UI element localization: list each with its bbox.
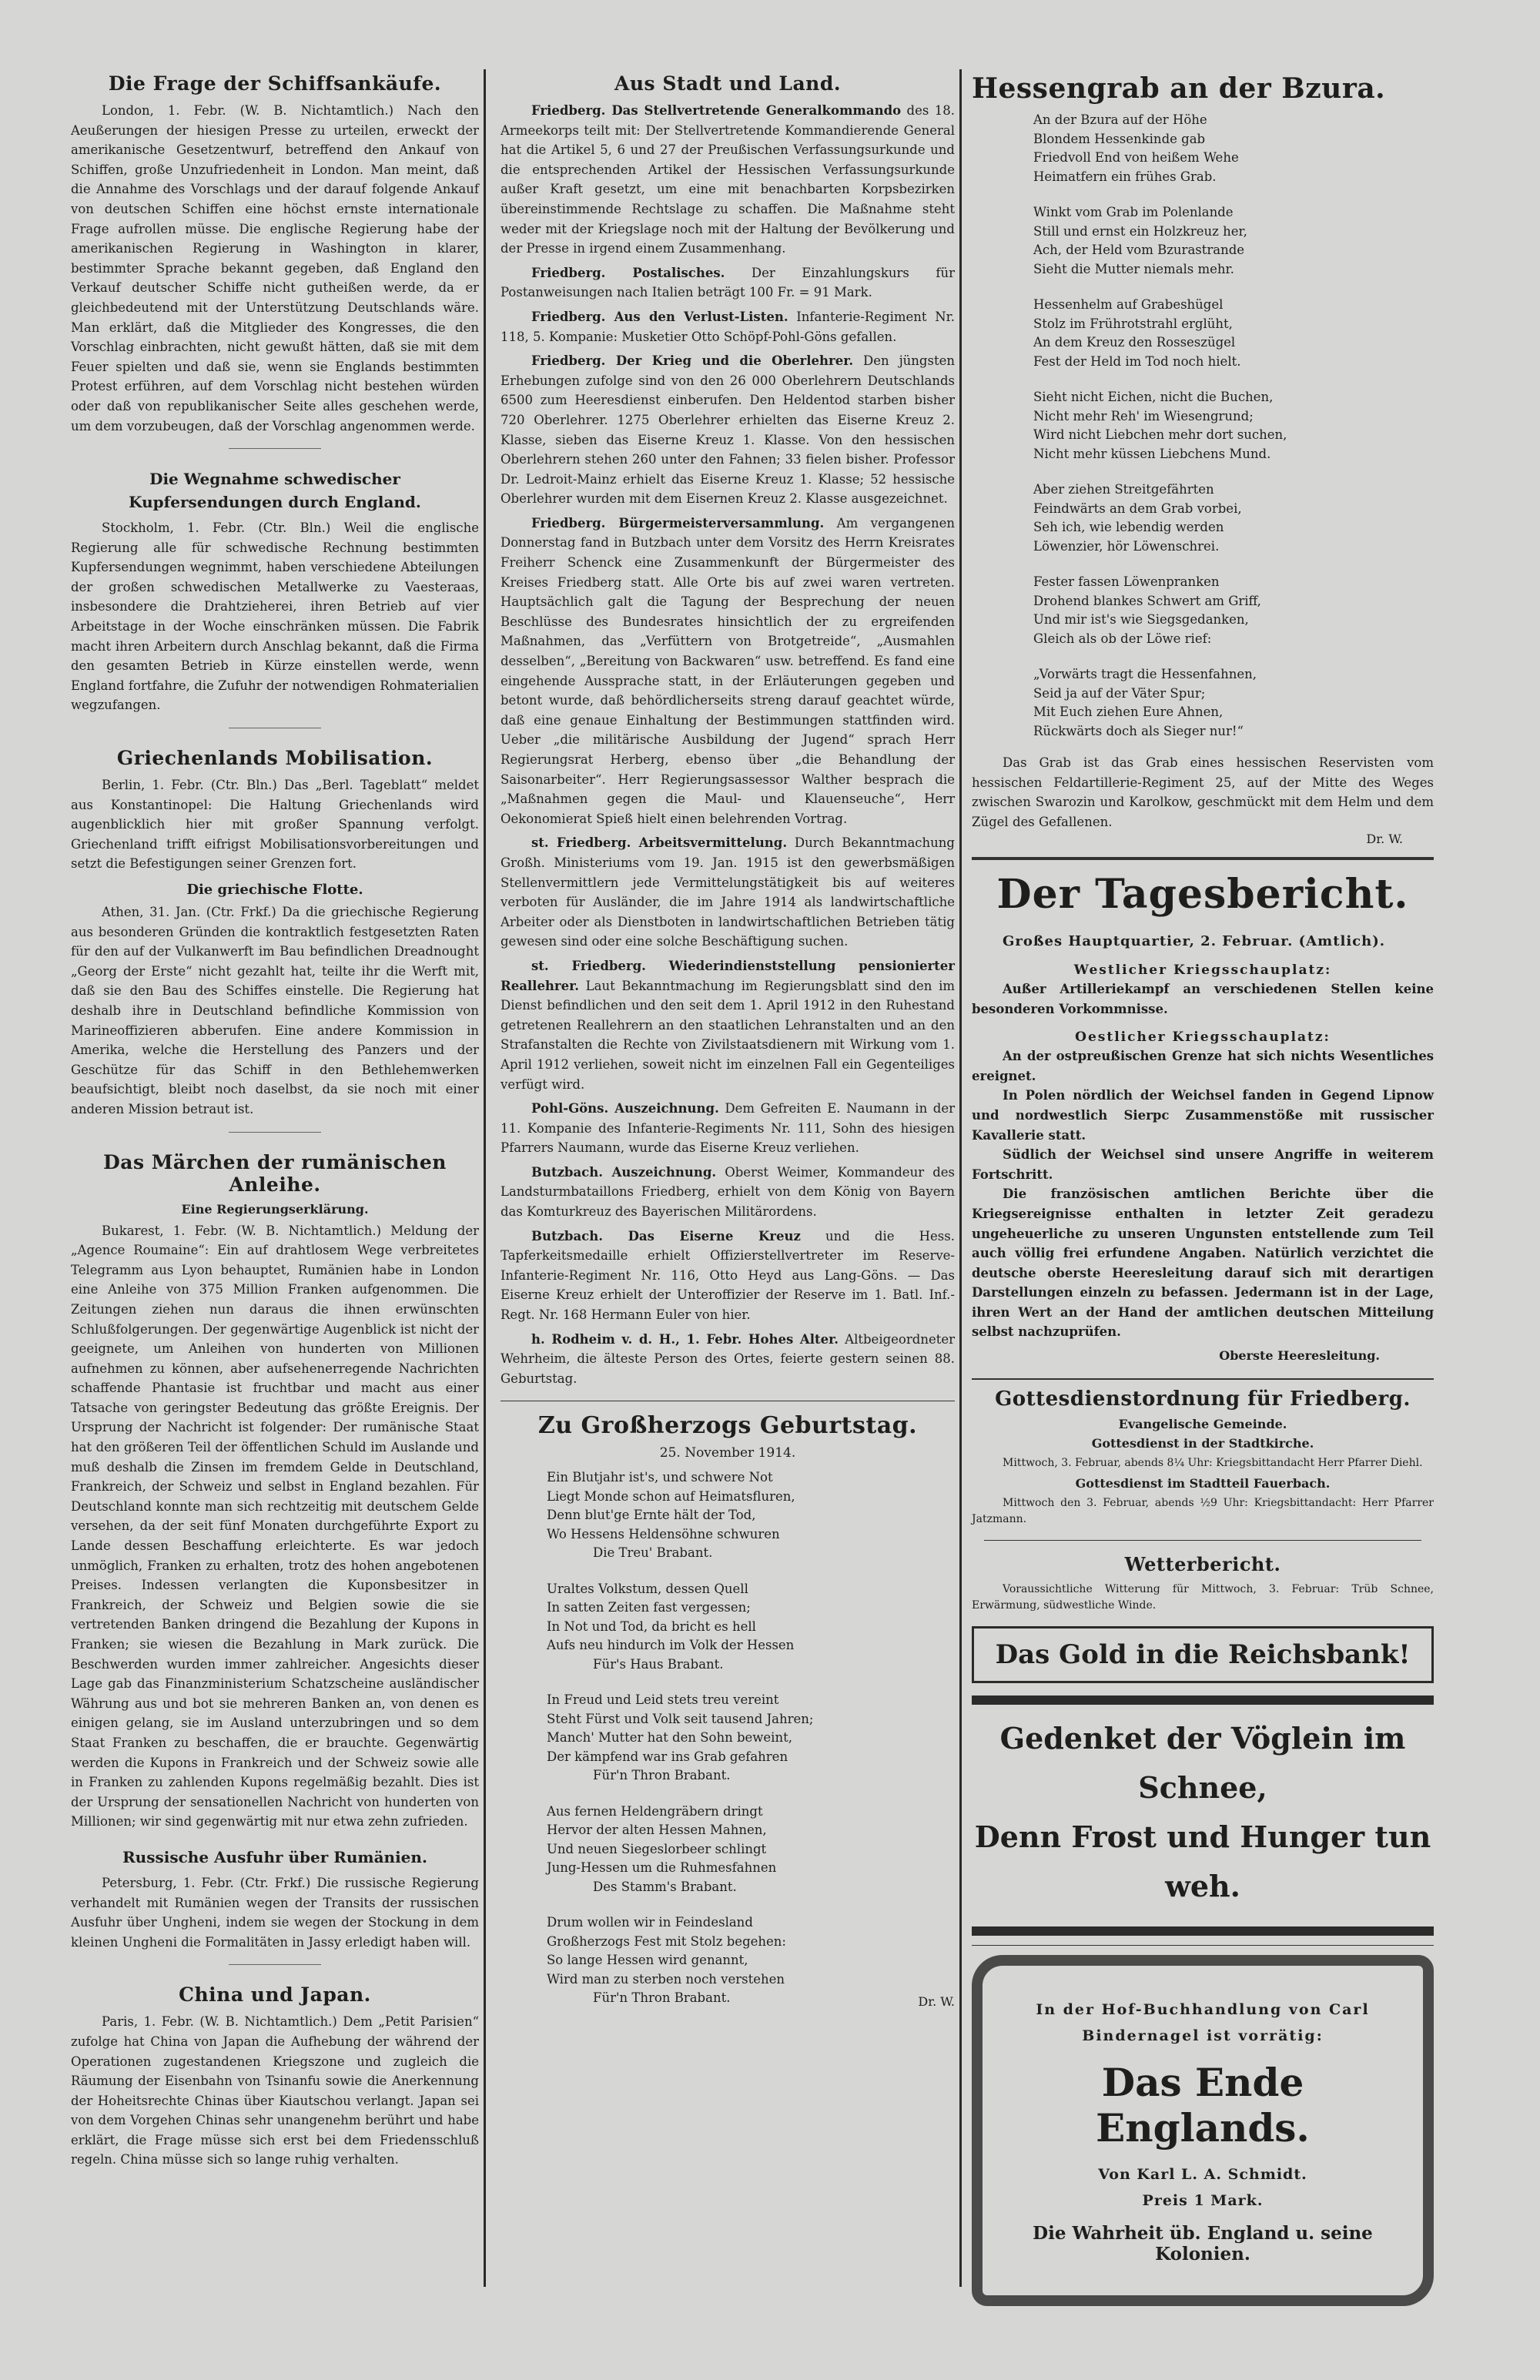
news-item-text: Dem Gefreiten E. Naumann in der 11. Kompanie des Infanterie-Regiments Nr. 111, Sohn des hiesigen Pfarrers Naumann, wurde das Eiserne Kreuz verliehen. (500, 1101, 955, 1156)
news-item-text: Oberst Weimer, Kommandeur des Landsturmbataillons Friedberg, erhielt von dem König von Bayern das Komturkreuz des Bayerischen Militärordens. (500, 1164, 955, 1220)
poem-line: In satten Zeiten fast vergessen; (547, 1600, 751, 1615)
news-item-text: Am vergangenen Donnerstag fand in Butzbach unter dem Vorsitz des Herrn Kreisrates Freiherr Schenck eine Zusammenkunft der Bürgermeister des Kreises Friedberg statt. Alle Orte bis auf zwei waren vertreten. Hauptsächlich galt die Tagung der Besprechung der neuen Beschlüsse des Bundesrates hinsichtlich der zu ergreifenden Maßnahmen, das „Verfüttern von Brotgetreide“, „Ausmahlen desselben“, „Bereitung von Backwaren“ usw. betreffend. Es fand eine eingehende Aussprache statt, in der Erläuterungen gegeben und betont wurde, daß behördlicherseits streng darauf geachtet würde, daß eine genaue Einhaltung der Bestimmungen stattfinden wird. Ueber „die militärische Ausbildung der Jugend“ sprach Herr Regierungsrat Herberg, ebenso über „die Behandlung der Saisonarbeiter“. Herr Regierungsassessor Walther besprach die „Maßnahmen gegen die Maul- und Klauenseuche“, Herr Oekonomierat Spieß hielt einen belehrenden Vortrag. (500, 515, 955, 826)
report-title: Der Tagesbericht. (996, 871, 1409, 919)
news-item (500, 351, 955, 509)
article-title: Griechenlands Mobilisation. (116, 747, 434, 770)
divider (229, 1132, 321, 1133)
report-dateline: Großes Hauptquartier, 2. Februar. (Amtlich). (1003, 933, 1386, 950)
poem-line: Blondem Hessenkinde gab (1033, 131, 1206, 146)
poem-stanza (1033, 111, 1434, 186)
services-church: Gottesdienst im Stadtteil Fauerbach. (1075, 1476, 1331, 1491)
poem-line: Feindwärts an dem Grab vorbei, (1033, 500, 1242, 516)
article-title: Die Wegnahme schwedischer Kupfersendungen durch England. (129, 470, 421, 512)
poem-line: Großherzogs Fest mit Stolz begehen: (547, 1933, 786, 1949)
poem-line: Die Treu' Brabant. (593, 1545, 713, 1561)
poem-line: Seid ja auf der Väter Spur; (1033, 685, 1206, 701)
poem-line: An dem Kreuz den Rosseszügel (1033, 335, 1236, 350)
news-item (500, 307, 955, 346)
poem-line: Des Stamm's Brabant. (593, 1879, 737, 1894)
column-divider (959, 69, 962, 2287)
weather-title: Wetterbericht. (1124, 1553, 1281, 1576)
article-subtitle: Die griechische Flotte. (186, 882, 363, 898)
news-item-lead: Friedberg. Das Stellvertretende Generalkommando (531, 103, 902, 118)
poem-line: Denn blut'ge Ernte hält der Tod, (547, 1508, 756, 1523)
poem-line: Drum wollen wir in Feindesland (547, 1915, 753, 1930)
news-item (500, 833, 955, 952)
poem-line: Aber ziehen Streitgefährten (1033, 482, 1214, 497)
poem-line: Winkt vom Grab im Polenlande (1033, 205, 1234, 219)
news-item-lead: Friedberg. Der Krieg und die Oberlehrer. (531, 353, 854, 369)
report-text: In Polen nördlich der Weichsel fanden in Gegend Lipnow und nordwestlich Sierpc Zusammenstöße mit russischer Kavallerie statt. (972, 1088, 1434, 1143)
divider (972, 1378, 1434, 1380)
poem-line: Heimatfern ein frühes Grab. (1033, 169, 1217, 184)
ad-author: Von Karl L. A. Schmidt. (1098, 2166, 1307, 2184)
poem-line: Für's Haus Brabant. (593, 1656, 724, 1672)
poem-line: Stolz im Frührotstrahl erglüht, (1033, 316, 1233, 331)
news-item-lead: Friedberg. Postalisches. (531, 265, 725, 280)
news-item-text: Laut Bekanntmachung im Regierungsblatt sind den im Dienst befindlichen und den seit dem 1. April 1912 in den Ruhestand getretenen Reallehrern an den staatlichen Lehranstalten und an den Strafanstalten die Rechte von Zivilstaatsdienern mit Wirkung vom 1. April 1912 verliehen, soweit nicht im einzelnen Fall ein Gegenteiliges verfügt wird. (500, 978, 955, 1092)
poem-line: Der kämpfend war ins Grab gefahren (547, 1749, 788, 1764)
daily-report (972, 932, 1434, 1363)
poem-stanza (1033, 388, 1434, 464)
poem-line: Still und ernst ein Holzkreuz her, (1033, 223, 1247, 239)
divider (229, 1964, 321, 1965)
news-item (500, 1330, 955, 1389)
article-text: Stockholm, 1. Febr. (Ctr. Bln.) Weil die englische Regierung alle für schwedische Rechnung bestimmten Kupfersendungen wegnimmt, haben verschiedene Abteilungen der großen schwedischen Metallwerke zu Vaesteraas, insbesondere die Drahtzieherei, ihren Betrieb auf vier Arbeitstage in der Woche einschränken müssen. Die Fabrik macht ihren Arbeitern durch Anschlag bekannt, daß die Firma den gesamten Betrieb in Kürze einstellen werde, wenn England fortfahre, die Zufuhr der notwendigen Rohmaterialien wegzufangen. (71, 521, 479, 713)
left-column (71, 68, 479, 2170)
ad-subtitle: Die Wahrheit üb. England u. seine Kolonien. (1033, 2223, 1373, 2265)
article-text: Paris, 1. Febr. (W. B. Nichtamtlich.) Dem „Petit Parisien“ zufolge hat China von Japan die Aufhebung der während der Operationen zugestandenen Kriegszone und zugleich die Räumung der Eisenbahn von Tsinanfu sowie die Anerkennung der Hoheitsrechte Chinas über Kiautschou verlangt. Japan sei von dem Vorgehen Chinas sehr unangenehm berührt und habe erklärt, die Frage müsse sich erst bei dem Friedensschluß regeln. China müsse sich so lange ruhig verhalten. (71, 2014, 479, 2167)
report-text: Außer Artilleriekampf an verschiedenen Stellen keine besonderen Vorkommnisse. (972, 981, 1434, 1016)
poem-line: Jung-Hessen um die Ruhmesfahnen (547, 1860, 777, 1876)
article-title: Russische Ausfuhr über Rumänien. (122, 1847, 427, 1866)
news-item-lead: Butzbach. Auszeichnung. (531, 1164, 717, 1180)
poem-stanza (547, 1691, 955, 1786)
news-item-text: Der Einzahlungskurs für Postanweisungen nach Italien beträgt 100 Fr. = 91 Mark. (500, 265, 955, 300)
poem-line: Wird man zu sterben noch verstehen (547, 1971, 785, 1987)
poem-signature: Dr. W. (918, 1993, 955, 2009)
report-signature: Oberste Heeresleitung. (1219, 1348, 1380, 1364)
ad-book-title: Das Ende Englands. (1096, 2060, 1310, 2151)
article-text: Petersburg, 1. Febr. (Ctr. Frkf.) Die russische Regierung verhandelt mit Rumänien wegen der Transits der russischen Ausfuhr über Ungheni, indem sie wegen der Stockung in dem kleinen Ungheni die Formalitäten in Jassy erledigt haben will. (71, 1875, 479, 1950)
news-item-text: Durch Bekanntmachung Großh. Ministeriums vom 19. Jan. 1915 ist den gewerbsmäßigen Stellenvermittlern jede Vermittelungstätigkeit bis auf weiteres verboten für Ausländer, die im Jahre 1914 als landwirtschaftliche Arbeiter oder als Dienstboten in landwirtschaftlichen Betrieben tätig gewesen sind oder eine solche Beschäftigung suchen. (500, 835, 955, 949)
poem-line: Ach, der Held vom Bzurastrande (1033, 243, 1245, 257)
right-column (972, 68, 1434, 2306)
report-text: An der ostpreußischen Grenze hat sich nichts Wesentliches ereignet. (972, 1049, 1434, 1083)
poem-line: Ein Blutjahr ist's, und schwere Not (547, 1470, 773, 1485)
poem-line: Rückwärts doch als Sieger nur!“ (1033, 723, 1244, 738)
news-item (500, 956, 955, 1094)
poem-line: Und mir ist's wie Siegsgedanken, (1033, 612, 1249, 627)
report-text: Die französischen amtlichen Berichte über die Kriegsereignisse enthalten in letzter Zeit geradezu ungeheuerliche zu unseren Ungunsten entstellende zum Teil auch völlig frei erfundene Angaben. Natürlich verzichtet die deutsche oberste Heeresleitung darauf sich mit derartigen Darstellungen einzeln zu befassen. Jedermann ist in der Lage, ihren Wert an der Hand der amtlichen deutschen Mitteilung selbst nachzuprüfen. (972, 1187, 1434, 1340)
ad-intro: In der Hof-Buchhandlung von Carl Bindernagel ist vorrätig: (1036, 2001, 1370, 2045)
poem-stanza (1033, 573, 1434, 648)
poem-line: Friedvoll End von heißem Wehe (1033, 150, 1239, 165)
poem-line: An der Bzura auf der Höhe (1033, 112, 1207, 127)
poem-title: Hessengrab an der Bzura. (972, 72, 1386, 105)
news-item (500, 1227, 955, 1325)
poem-line: So lange Hessen wird genannt, (547, 1953, 748, 1968)
poem-line: Mit Euch ziehen Eure Ahnen, (1033, 705, 1224, 719)
article-title: China und Japan. (179, 1983, 371, 2007)
poem-line: Wird nicht Liebchen mehr dort suchen, (1033, 427, 1287, 442)
poem-line: In Not und Tod, da bricht es hell (547, 1618, 756, 1634)
news-item-lead: Pohl-Göns. Auszeichnung. (531, 1101, 719, 1116)
poem-line: Löwenzier, hör Löwenschrei. (1033, 538, 1220, 554)
services-text: Mittwoch den 3. Februar, abends ½9 Uhr: Kriegsbittandacht: Herr Pfarrer Jatzmann. (972, 1497, 1434, 1526)
poem-date: 25. November 1914. (659, 1445, 796, 1461)
poem-stanza (1033, 665, 1434, 741)
poem-line: Drohend blankes Schwert am Griff, (1033, 593, 1261, 608)
appeal-line: Gedenket der Vöglein im Schnee, (999, 1721, 1406, 1806)
poem-title: Zu Großherzogs Geburtstag. (537, 1412, 918, 1440)
news-item (500, 101, 955, 259)
poem-line: Steht Fürst und Volk seit tausend Jahren; (547, 1711, 814, 1726)
bird-feeding-appeal (972, 1714, 1434, 1911)
poem-signature: Dr. W. (1366, 832, 1403, 847)
news-item-lead: Butzbach. Das Eiserne Kreuz (531, 1228, 801, 1244)
bookshop-advertisement (972, 1955, 1434, 2306)
article-title: Die Frage der Schiffsankäufe. (108, 72, 442, 95)
poem-line: Nicht mehr Reh' im Wiesengrund; (1033, 408, 1254, 423)
divider (972, 857, 1434, 860)
poem-stanza (1033, 480, 1434, 556)
divider (984, 1540, 1421, 1541)
news-item-text: Infanterie-Regiment Nr. 118, 5. Kompanie: Musketier Otto Schöpf-Pohl-Göns gefallen. (500, 309, 955, 344)
article-text: Bukarest, 1. Febr. (W. B. Nichtamtlich.) Meldung der „Agence Roumaine“: Ein auf drahtlosem Wege verbreitetes Telegramm aus Lyon behauptet, Rumänien habe in London eine Anleihe von 375 Million Franken aufgenommen. Die Zeitungen ziehen nun daraus die ihnen erwünschten Schlußfolgerungen. Der gegenwärtige Augenblick ist nicht der geeignete, um Anleihen von hunderten von Millionen aufnehmen zu können, aber aufsehenerregende Nachrichten schaffende Phantasie ist fruchtbar und macht aus einer Tatsache von geringster Bedeutung das größte Ereignis. Der Ursprung der Nachricht ist folgender: Der rumänische Staat hat den größeren Teil der öffentlichen Schuld im Auslande und muß deshalb die Zinsen im fremdem Gelde in Deutschland, Frankreich, der Schweiz und selbst in England bezahlen. Für Deutschland konnte man sich rechtzeitig mit deutschem Gelde versehen, da der seit fünf Monaten durchgeführte Export zu Lande dessen Beschaffung erleichterte. Es war jedoch unmöglich, Franken zu erhalten, trotz des hohen angebotenen Preises. Indessen verlangten die Kuponsbesitzer in Frankreich, der Schweiz und Belgien sowie die sie vertretenden Banken dringend die Bezahlung der Kupons in Franken; sie wiesen die Bezahlung in Mark zurück. Die Beschwerden wurden immer zahlreicher. Angesichts dieser Lage gab das Finanzministerium Schatzscheine ausländischer Währung aus und bot sie mehreren Banken an, von denen es einigen gelang, sie im Ausland unterzubringen und so dem Staat Franken zu beschaffen, die er brauchte. Gegenwärtig werden die Kupons in Frankreich und der Schweiz sowie alle in Franken zu zahlenden Kupons regelmäßig bezahlt. Dies ist der Ursprung der sensationellen Nachricht von hunderten von Millionen; wir sind gegenwärtig mit nur etwa zehn zufrieden. (71, 1223, 479, 1829)
poem-line: Für'n Thron Brabant. (593, 1990, 731, 2006)
news-item-text: und die Hess. Tapferkeitsmedaille erhielt Offizierstellvertreter im Reserve-Infanterie-Regiment Nr. 116, Otto Heyd aus Lang-Göns. — Das Eiserne Kreuz erhielt der Unteroffizier der Reserve im 1. Batl. Inf.-Regt. Nr. 168 Hermann Euler von hier. (500, 1228, 955, 1323)
poem-stanza (547, 1803, 955, 1897)
poem-line: Wo Hessens Heldensöhne schwuren (547, 1526, 780, 1541)
divider (972, 1945, 1434, 1946)
poem-stanza (547, 1580, 955, 1675)
poem-line: Sieht die Mutter niemals mehr. (1033, 261, 1234, 276)
poem-line: Fest der Held im Tod noch hielt. (1033, 353, 1241, 369)
services-text: Mittwoch, 3. Februar, abends 8¼ Uhr: Kriegsbittandacht Herr Pfarrer Diehl. (1003, 1457, 1423, 1470)
news-item (500, 263, 955, 303)
article-text: Berlin, 1. Febr. (Ctr. Bln.) Das „Berl. Tageblatt“ meldet aus Konstantinopel: Die Haltung Griechenlands wird augenblicklich hier mit großer Spannung verfolgt. Griechenland trifft eifrigst Mobilisationsvorbereitungen und setzt die Befestigungen seiner Grenzen fort. (71, 778, 479, 872)
services-congregation: Evangelische Gemeinde. (1118, 1417, 1287, 1432)
report-heading: Oestlicher Kriegsschauplatz: (1075, 1029, 1331, 1046)
section-title: Aus Stadt und Land. (614, 72, 842, 95)
poem-line: Aus fernen Heldengräbern dringt (547, 1803, 763, 1819)
poem-stanza (1033, 296, 1434, 371)
article-text: London, 1. Febr. (W. B. Nichtamtlich.) Nach den Aeußerungen der hiesigen Presse zu urteilen, erweckt der amerikanische Gesetzentwurf, betreffend den Ankauf von Schiffen, große Unzufriedenheit in London. Man meint, daß die Annahme des Vorschlags und der darauf folgende Ankauf von deutschen Schiffen eine höchst ernste internationale Frage aufrollen müsse. Die englische Regierung habe der amerikanischen Regierung in Washington in klarer, bestimmter Sprache bekannt gegeben, daß England den Verkauf deutscher Schiffe nicht gutheißen werde, da er gleichbedeutend mit der Unterstützung Deutschlands wäre. Man erklärt, daß die Mitglieder des Kongresses, die den Vorschlag einbrachten, nicht gewußt hätten, daß sie mit dem Feuer spielten und daß sie, wenn sie Englands bestimmten Protest erführen, auf dem Vorschlag nicht bestehen würden oder daß von republikanischer Seite alles geschehen werde, um dem vorzubeugen, daß der Vorschlag angenommen werde. (71, 103, 479, 433)
poem-line: Nicht mehr küssen Liebchens Mund. (1033, 446, 1271, 461)
weather-text: Voraussichtliche Witterung für Mittwoch, 3. Februar: Trüb Schnee, Erwärmung, südwestliche Winde. (972, 1583, 1434, 1612)
news-item (500, 1099, 955, 1158)
poem-line: Sieht nicht Eichen, nicht die Buchen, (1033, 390, 1274, 404)
poem-line: Uraltes Volkstum, dessen Quell (547, 1581, 748, 1596)
appeal-line: Denn Frost und Hunger tun weh. (974, 1819, 1431, 1904)
services-church: Gottesdienst in der Stadtkirche. (1091, 1436, 1314, 1451)
news-item-lead: Friedberg. Bürgermeisterversammlung. (531, 515, 825, 531)
poem (547, 1468, 955, 2008)
divider (972, 1926, 1434, 1936)
poem-line: Hervor der alten Hessen Mahnen, (547, 1823, 767, 1838)
news-item-lead: st. Friedberg. Arbeitsvermittelung. (531, 835, 788, 851)
news-item-lead: st. Friedberg. Wiederindienststellung pensionierter Reallehrer. (500, 958, 955, 993)
column-divider (484, 69, 486, 2287)
news-item (500, 1163, 955, 1222)
poem-line: Fester fassen Löwenpranken (1033, 574, 1220, 589)
middle-column (500, 68, 955, 2009)
divider (972, 1695, 1434, 1705)
poem-line: Manch' Mutter hat den Sohn beweint, (547, 1730, 792, 1746)
poem-line: „Vorwärts tragt die Hessenfahnen, (1033, 667, 1257, 681)
poem-stanza (1033, 203, 1434, 279)
gold-reichsbank-notice: Das Gold in die Reichsbank! (972, 1626, 1434, 1683)
church-services (972, 1417, 1434, 1528)
poem-stanza (547, 1468, 955, 1563)
news-item-text: Den jüngsten Erhebungen zufolge sind von den 26 000 Oberlehrern Deutschlands 6500 zum Heeresdienst einberufen. Den Heldentod starben bisher 720 Oberlehrer. 1275 Oberlehrer erhielten das Eiserne Kreuz 2. Klasse, sieben das Eiserne Kreuz 1. Klasse. Von den hessischen Oberlehrern stehen 260 unter den Fahnen; 33 fielen bisher. Professor Dr. Ledroit-Mainz erhielt das Eiserne Kreuz 1. Klasse; 52 hessische Oberlehrer wurden mit dem Eisernen Kreuz 2. Klasse ausgezeichnet. (500, 353, 955, 507)
news-item-text: Altbeigeordneter Wehrheim, die älteste Person des Ortes, feierte gestern seinen 88. Geburtstag. (500, 1331, 955, 1386)
poem-line: Aufs neu hindurch im Volk der Hessen (547, 1638, 795, 1653)
report-text: Südlich der Weichsel sind unsere Angriffe in weiterem Fortschritt. (972, 1147, 1434, 1182)
poem-line: In Freud und Leid stets treu vereint (547, 1692, 779, 1708)
article-subtitle: Eine Regierungserklärung. (181, 1201, 369, 1217)
news-item-lead: h. Rodheim v. d. H., 1. Febr. Hohes Alter. (531, 1331, 839, 1347)
article-title: Das Märchen der rumänischen Anleihe. (103, 1150, 447, 1196)
news-item-text: des 18. Armeekorps teilt mit: Der Stellvertretende Kommandierende General hat die Artikel 5, 6 und 27 der Preußischen Verfassungsurkunde und die entsprechenden Artikel der Hessischen Verfassungsurkunde außer Kraft gesetzt, um eine mit benachbarten Korpsbezirken übereinstimmende Rechtslage zu schaffen. Die Maßnahme steht weder mit der Kriegslage noch mit der Haltung der Bevölkerung und der Presse in irgend einem Zusammenhang. (500, 103, 955, 256)
poem-line: Hessenhelm auf Grabeshügel (1033, 297, 1224, 312)
poem-line: Für'n Thron Brabant. (593, 1768, 731, 1783)
services-title: Gottesdienstordnung für Friedberg. (995, 1387, 1411, 1411)
article-text: Athen, 31. Jan. (Ctr. Frkf.) Da die griechische Regierung aus besonderen Gründen die kontraktlich festgesetzten Raten für den auf der Vulkanwerft im Bau befindlichen Dreadnought „Georg der Erste“ nicht gezahlt hat, teilte ihr die Werft mit, daß sie den Bau des Schiffes einstelle. Die Regierung hat deshalb ihre in Deutschland befindliche Kommission von Marineoffizieren abberufen. Eine andere Kommission in Amerika, welche die Herstellung des Panzers und der Geschütze für das Schiff in den Bethlehemwerken beaufsichtigt, bleibt noch daselbst, da sie noch mit einer anderen Mission betraut ist. (71, 905, 479, 1116)
ad-price: Preis 1 Mark. (1142, 2192, 1264, 2210)
news-item (500, 514, 955, 829)
poem-line: Und neuen Siegeslorbeer schlingt (547, 1841, 767, 1856)
divider (229, 448, 321, 449)
poem-line: Gleich als ob der Löwe rief: (1033, 631, 1212, 646)
local-news-list (500, 101, 955, 1388)
news-item-lead: Friedberg. Aus den Verlust-Listen. (531, 309, 788, 324)
poem-line: Seh ich, wie lebendig werden (1033, 520, 1224, 534)
poem-line: Liegt Monde schon auf Heimatsfluren, (547, 1488, 795, 1504)
poem-note: Das Grab ist das Grab eines hessischen Reservisten vom hessischen Feldartillerie-Regiment 25, auf der Mitte des Weges zwischen Swarozin und Karolkow, geschmückt mit dem Helm und dem Zügel des Gefallenen. (972, 755, 1434, 829)
report-heading: Westlicher Kriegsschauplatz: (1073, 962, 1332, 978)
poem (1033, 111, 1434, 741)
